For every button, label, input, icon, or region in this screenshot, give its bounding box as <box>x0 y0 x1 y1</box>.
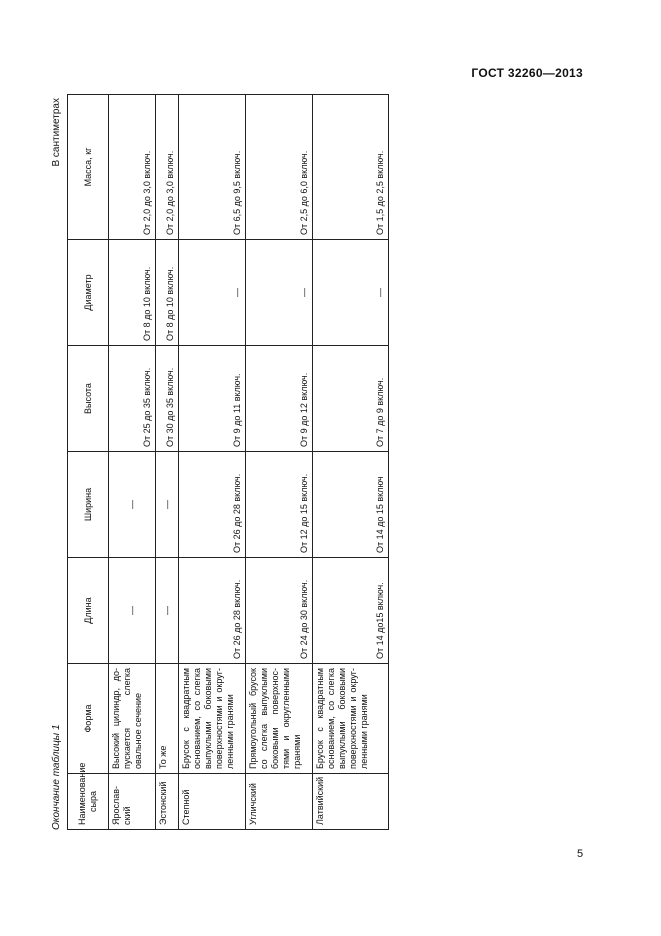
table-row <box>246 95 313 830</box>
cell-height: От 25 до 35 включ. <box>109 346 156 452</box>
table-units-note: В сантиметрах <box>51 98 62 167</box>
cell-name: Эстонский <box>156 774 179 830</box>
cell-name: Ярослав-ский <box>109 774 156 830</box>
cell-height: От 30 до 35 включ. <box>156 346 179 452</box>
table-caption: Окончание таблицы 1 <box>51 724 62 830</box>
column-header-name: Наименование сыра <box>68 774 109 830</box>
cell-length: От 24 до 30 включ. <box>246 558 313 664</box>
cell-height: От 7 до 9 включ. <box>313 346 389 452</box>
table-row <box>179 95 246 830</box>
page-number: 5 <box>577 848 584 860</box>
cell-height: От 9 до 12 включ. <box>246 346 313 452</box>
cell-width: — <box>109 452 156 558</box>
cell-diameter: — <box>179 240 246 346</box>
cell-form: То же <box>156 664 179 774</box>
cell-form: Прямоугольный брусок со слегка выпуклыми боковыми поверхнос-тями и округленными гранями <box>246 664 313 774</box>
rotated-table-block <box>51 90 385 830</box>
cell-diameter: — <box>313 240 389 346</box>
table-row <box>313 95 389 830</box>
column-header-height: Высота <box>68 346 109 452</box>
cell-mass: От 2,0 до 3,0 включ. <box>109 95 156 240</box>
cell-length: От 26 до 28 включ. <box>179 558 246 664</box>
column-header-diameter: Диаметр <box>68 240 109 346</box>
cell-length: — <box>109 558 156 664</box>
cell-diameter: — <box>246 240 313 346</box>
cell-form: Брусок с квадратным основанием, со слегка выпуклыми боковыми поверхностями и округ-ленными гранями <box>179 664 246 774</box>
document-standard-number: ГОСТ 32260—2013 <box>471 66 583 80</box>
table-row <box>156 95 179 830</box>
column-header-length: Длина <box>68 558 109 664</box>
cell-mass: От 2,5 до 6,0 включ. <box>246 95 313 240</box>
table-header-row <box>68 95 109 830</box>
cell-width: От 26 до 28 включ. <box>179 452 246 558</box>
cell-height: От 9 до 11 включ. <box>179 346 246 452</box>
cell-form: Брусок с квадратным основанием, со слегка выпуклыми боковыми поверхностями и округ-ленными гранями <box>313 664 389 774</box>
cell-form: Высокий цилиндр, до-пускается слегка овальное сечение <box>109 664 156 774</box>
cell-length: — <box>156 558 179 664</box>
column-header-form: Форма <box>68 664 109 774</box>
column-header-mass: Масса, кг <box>68 95 109 240</box>
cell-width: От 12 до 15 включ. <box>246 452 313 558</box>
column-header-width: Ширина <box>68 452 109 558</box>
cell-mass: От 2,0 до 3,0 включ. <box>156 95 179 240</box>
cell-name: Латвийский <box>313 774 389 830</box>
cell-name: Степной <box>179 774 246 830</box>
cell-mass: От 6,5 до 9,5 включ. <box>179 95 246 240</box>
cell-name: Угличский <box>246 774 313 830</box>
table-row <box>109 95 156 830</box>
cell-mass: От 1,5 до 2,5 включ. <box>313 95 389 240</box>
cell-length: От 14 до15 включ. <box>313 558 389 664</box>
cell-diameter: От 8 до 10 включ. <box>156 240 179 346</box>
cheese-shape-table <box>67 94 389 830</box>
cell-width: От 14 до 15 включ <box>313 452 389 558</box>
cell-diameter: От 8 до 10 включ. <box>109 240 156 346</box>
cell-width: — <box>156 452 179 558</box>
